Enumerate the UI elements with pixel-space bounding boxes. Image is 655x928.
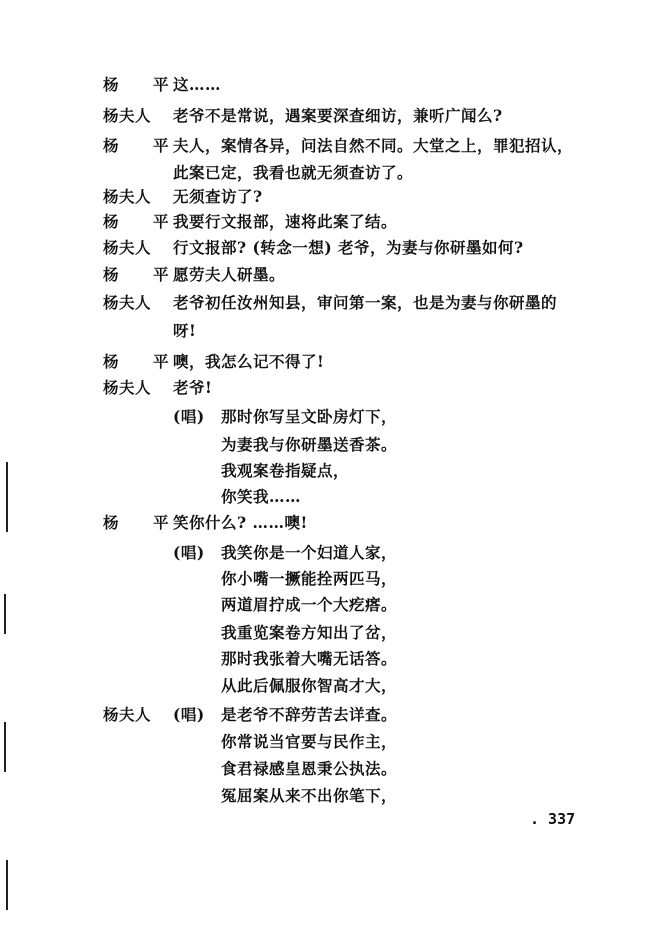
script-line — [103, 404, 625, 430]
script-line — [103, 646, 625, 672]
dialogue-text: 老爷初任汝州知县，审问第一案，也是为妻与你研墨的 — [173, 293, 558, 312]
dialogue-text: 你常说当官要与民作主， — [221, 732, 398, 751]
stage-direction-sing: (唱) — [173, 543, 205, 562]
dialogue-text: 冤屈案从来不出你笔下， — [221, 786, 398, 805]
scan-mark — [6, 462, 8, 532]
script-line — [103, 432, 625, 458]
speaker-char: 杨 — [103, 136, 120, 155]
script-line — [103, 160, 625, 186]
speaker-name — [103, 103, 169, 129]
dialogue-text: 我重览案卷方知出了岔， — [221, 623, 398, 642]
speaker-name — [103, 133, 169, 159]
speaker-char: 杨 — [103, 75, 120, 94]
speaker-char: 杨夫人 — [103, 705, 152, 724]
dialogue-text: 从此后佩服你智高才大， — [221, 676, 398, 695]
script-line — [103, 566, 625, 592]
script-line — [103, 375, 625, 401]
speaker-name — [103, 510, 169, 536]
dialogue-text: 老爷不是常说，遇案要深查细访，兼听广闻么? — [173, 106, 503, 125]
speaker-char: 杨 — [103, 513, 120, 532]
script-line — [103, 673, 625, 699]
dialogue-text: 你小嘴一撅能拴两匹马， — [221, 569, 398, 588]
dialogue-text: 我笑你是一个妇道人家， — [221, 543, 398, 562]
speaker-char: 杨夫人 — [103, 238, 152, 257]
speaker-name — [103, 290, 169, 316]
script-line — [103, 510, 625, 536]
script-line — [103, 702, 625, 728]
speaker-char: 平 — [152, 75, 169, 94]
dialogue-text: 我要行文报部，速将此案了结。 — [173, 212, 398, 231]
dialogue-text: 老爷! — [173, 378, 213, 397]
stage-direction-sing: (唱) — [173, 407, 205, 426]
dialogue-text: 笑你什么? ……噢! — [173, 513, 308, 532]
script-line — [103, 729, 625, 755]
dialogue-text: 两道眉拧成一个大疙瘩。 — [221, 595, 398, 614]
dialogue-text: 食君禄感皇恩秉公执法。 — [221, 759, 398, 778]
script-line — [103, 783, 625, 809]
script-line — [103, 484, 625, 510]
scan-mark — [4, 594, 6, 634]
dialogue-text: 为妻我与你研墨送香茶。 — [221, 435, 398, 454]
script-line — [103, 290, 625, 316]
speaker-name — [103, 375, 169, 401]
dialogue-text: 这…… — [173, 75, 222, 94]
speaker-char: 平 — [152, 136, 169, 155]
script-line — [103, 209, 625, 235]
dialogue-text: 那时我张着大嘴无话答。 — [221, 649, 398, 668]
page-number: . 337 — [530, 810, 576, 828]
speaker-char: 平 — [152, 265, 169, 284]
speaker-name — [103, 184, 169, 210]
speaker-char: 杨夫人 — [103, 106, 152, 125]
script-line — [103, 262, 625, 288]
dialogue-text: 噢，我怎么记不得了! — [173, 352, 325, 371]
dialogue-text: 愿劳夫人研墨。 — [173, 265, 286, 284]
speaker-name — [103, 209, 169, 235]
dialogue-text: 行文报部? (转念一想) 老爷，为妻与你研墨如何? — [173, 238, 524, 257]
speaker-char: 杨 — [103, 352, 120, 371]
speaker-char: 平 — [152, 352, 169, 371]
script-line — [103, 620, 625, 646]
script-line — [103, 318, 625, 344]
script-line — [103, 756, 625, 782]
stage-direction-sing: (唱) — [173, 705, 205, 724]
script-line — [103, 72, 625, 98]
speaker-name — [103, 72, 169, 98]
script-line — [103, 103, 625, 129]
speaker-char: 杨 — [103, 212, 120, 231]
speaker-name — [103, 262, 169, 288]
dialogue-text: 那时你写呈文卧房灯下， — [221, 407, 398, 426]
dialogue-text: 我观案卷指疑点， — [221, 461, 350, 480]
speaker-char: 杨 — [103, 265, 120, 284]
script-line — [103, 184, 625, 210]
speaker-char: 杨夫人 — [103, 187, 152, 206]
speaker-char: 平 — [152, 513, 169, 532]
script-line — [103, 133, 625, 159]
speaker-name — [103, 702, 169, 728]
dialogue-text: 此案已定，我看也就无须查访了。 — [173, 163, 414, 182]
scan-mark — [6, 860, 8, 910]
dialogue-text: 夫人，案情各异，问法自然不同。大堂之上，罪犯招认， — [173, 136, 574, 155]
speaker-name — [103, 235, 169, 261]
script-line — [103, 458, 625, 484]
dialogue-text: 你笑我…… — [221, 487, 302, 506]
speaker-char: 杨夫人 — [103, 293, 152, 312]
script-line — [103, 349, 625, 375]
dialogue-text: 是老爷不辞劳苦去详查。 — [221, 705, 398, 724]
scan-mark — [4, 722, 6, 772]
script-line — [103, 540, 625, 566]
dialogue-text: 呀! — [173, 321, 197, 340]
speaker-char: 杨夫人 — [103, 378, 152, 397]
script-line — [103, 592, 625, 618]
speaker-name — [103, 349, 169, 375]
dialogue-text: 无须查访了? — [173, 187, 263, 206]
speaker-char: 平 — [152, 212, 169, 231]
script-line — [103, 235, 625, 261]
